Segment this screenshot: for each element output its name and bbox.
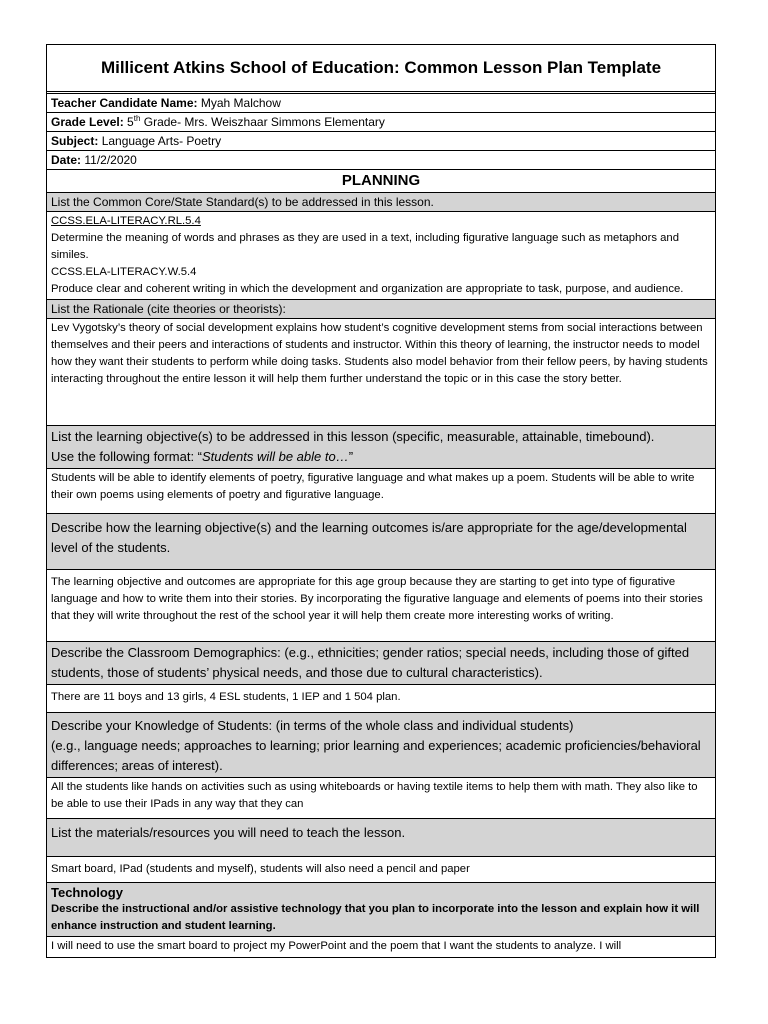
appropriateness-answer: The learning objective and outcomes are appropriate for this age group because they are starting to get into type of figurative language and how to write them into their stories. By incorporating the figurative language and elements of poems into their stories that they will write throughout the rest of the school year it will help them create more interesting works of writing. xyxy=(47,570,716,642)
rationale-answer: Lev Vygotsky’s theory of social development explains how student’s cognitive development stems from social interactions between themselves and their peers and interactions of students and instructor. Within this theory of learning, the instructor needs to model how they want their students to perform while doing tasks. Students also model behavior from their fellow peers, by having students interacting throughout the entire lesson it will help them further understand the topic or in this case the story better. xyxy=(47,319,716,426)
technology-answer: I will need to use the smart board to project my PowerPoint and the poem that I want the students to analyze. I will xyxy=(47,937,716,958)
knowledge-prompt xyxy=(47,713,716,778)
objectives-answer: Students will be able to identify elements of poetry, figurative language and what makes up a poem. Students will be able to write their own poems using elements of poetry and figurative language. xyxy=(47,469,716,514)
rationale-prompt: List the Rationale (cite theories or theorists): xyxy=(47,300,716,319)
technology-heading: Technology xyxy=(51,885,123,900)
technology-prompt-text: Describe the instructional and/or assistive technology that you plan to incorporate into the lesson and explain how it will enhance instruction and student learning. xyxy=(51,903,700,932)
knowledge-prompt-line1: Describe your Knowledge of Students: (in terms of the whole class and individual students) xyxy=(51,718,574,733)
subject-row xyxy=(47,132,716,151)
teacher-name-row xyxy=(47,94,716,113)
standard-text-2: Produce clear and coherent writing in which the development and organization are appropriate to task, purpose, and audience. xyxy=(51,283,684,295)
planning-heading: PLANNING xyxy=(47,170,716,193)
standards-prompt: List the Common Core/State Standard(s) to be addressed in this lesson. xyxy=(47,193,716,212)
lesson-plan-document xyxy=(46,44,715,958)
date-value: 11/2/2020 xyxy=(84,153,137,167)
knowledge-prompt-line2: (e.g., language needs; approaches to learning; prior learning and experiences; academic proficiencies/behavioral differences; areas of interest). xyxy=(51,738,701,773)
grade-suffix: th xyxy=(133,114,141,123)
subject-label: Subject: xyxy=(51,134,99,148)
objectives-prompt-text: List the learning objective(s) to be addressed in this lesson (specific, measurable, attainable, timebound). xyxy=(51,429,655,444)
objectives-format-suffix: ” xyxy=(348,449,354,464)
standard-link-rl-5-4[interactable]: CCSS.ELA-LITERACY.RL.5.4 xyxy=(51,215,201,227)
date-label: Date: xyxy=(51,153,82,167)
demographics-answer: There are 11 boys and 13 girls, 4 ESL students, 1 IEP and 1 504 plan. xyxy=(47,685,716,713)
objectives-format-example: Students will be able to… xyxy=(202,449,349,464)
grade-level-value: Grade- Mrs. Weiszhaar Simmons Elementary xyxy=(143,115,385,129)
materials-answer: Smart board, IPad (students and myself), students will also need a pencil and paper xyxy=(47,857,716,883)
teacher-name-label: Teacher Candidate Name: xyxy=(51,96,198,110)
teacher-name-value: Myah Malchow xyxy=(200,96,281,110)
grade-number: 5 xyxy=(127,115,134,129)
document-title: Millicent Atkins School of Education: Common Lesson Plan Template xyxy=(47,45,716,92)
demographics-prompt: Describe the Classroom Demographics: (e.g., ethnicities; gender ratios; special needs, including those of gifted students, those of students’ physical needs, and those due to cultural characteristics). xyxy=(47,642,716,685)
appropriateness-prompt: Describe how the learning objective(s) and the learning outcomes is/are appropriate for the age/developmental level of the students. xyxy=(47,514,716,570)
standard-text-1: Determine the meaning of words and phrases as they are used in a text, including figurative language such as metaphors and similes. xyxy=(51,232,679,261)
lesson-plan-table xyxy=(46,44,716,958)
grade-level-row xyxy=(47,113,716,132)
standard-code-2: CCSS.ELA-LITERACY.W.5.4 xyxy=(51,266,197,278)
technology-prompt xyxy=(47,883,716,937)
date-row xyxy=(47,151,716,170)
standards-answer xyxy=(47,212,716,300)
materials-prompt: List the materials/resources you will need to teach the lesson. xyxy=(47,819,716,857)
grade-level-label: Grade Level: xyxy=(51,115,124,129)
knowledge-answer: All the students like hands on activities such as using whiteboards or having textile items to help them with math. They also like to be able to use their IPads in any way that they can xyxy=(47,778,716,819)
objectives-prompt xyxy=(47,426,716,469)
objectives-format-prefix: Use the following format: “ xyxy=(51,449,203,464)
subject-value: Language Arts- Poetry xyxy=(101,134,222,148)
